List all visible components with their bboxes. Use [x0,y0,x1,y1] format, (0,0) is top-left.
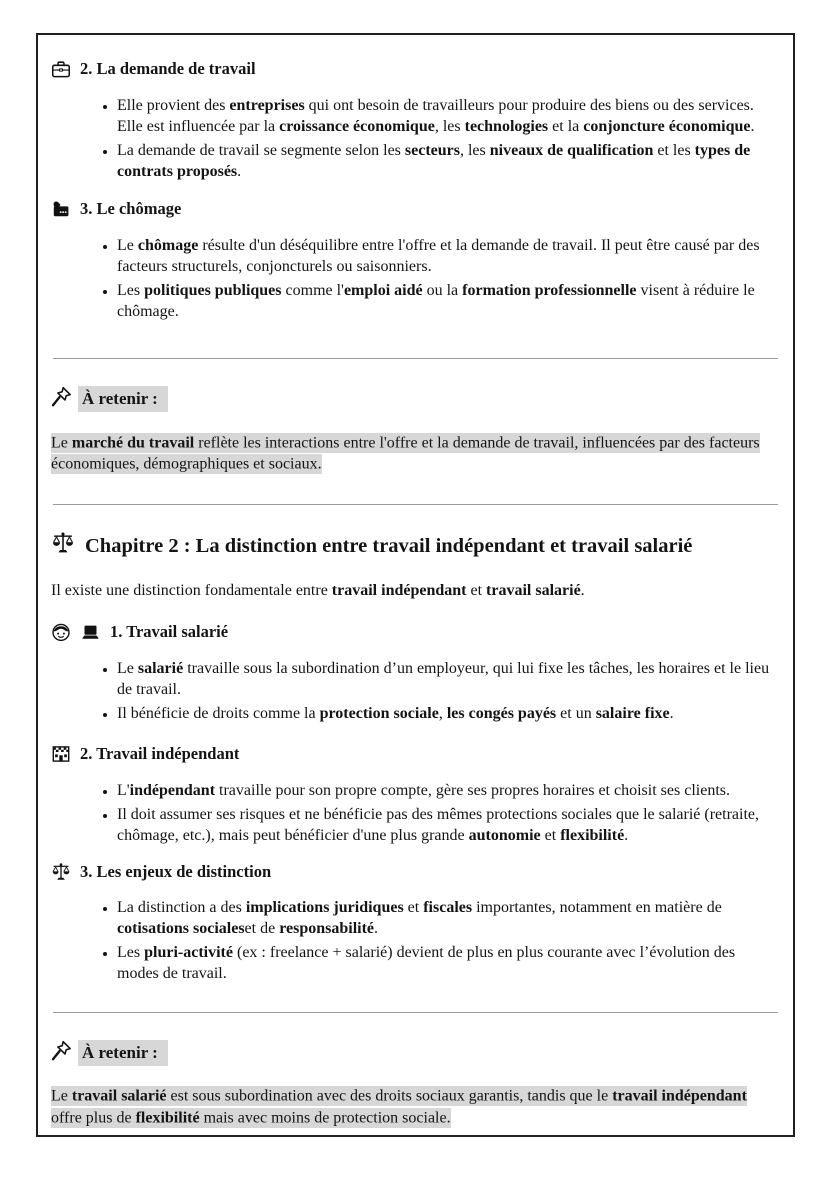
independant-bullet-list [51,780,780,846]
laptop-icon [80,622,101,642]
enjeux-bullet-list [51,897,780,984]
retenir-paragraph-2: Le travail salarié est sous subordination avec des droits sociaux garantis, tandis que le travail indépendant offre plus de flexibilité mais avec moins de protection sociale. [51,1087,747,1127]
person-face-icon [51,622,71,642]
store-icon [51,744,71,764]
chomage-bullet-list [51,235,780,322]
bullet-item: • Les pluri-activité (ex : freelance + salarié) devient de plus en plus courante avec l’évolution des modes de travail. [117,942,780,984]
horizontal-rule [53,1012,778,1013]
bullet-item: • Il doit assumer ses risques et ne bénéficie pas des mêmes protections sociales que le salarié (retraite, chômage, etc.), mais peut bénéficier d'une plus grande autonomie et flexibilité. [117,804,780,846]
retenir-label: À retenir : [78,386,168,412]
chapter-intro: Il existe une distinction fondamentale entre travail indépendant et travail salarié. [51,582,585,600]
retenir-paragraph-1: Le marché du travail reflète les interactions entre l'offre et la demande de travail, influencées par des facteurs économiques, démographiques et sociaux. [51,434,760,473]
scales-icon [51,531,75,563]
section-title: 3. Les enjeux de distinction [80,861,272,881]
section-heading-enjeux [51,862,780,883]
bullet-item: • Les politiques publiques comme l'emploi aidé ou la formation professionnelle visent à réduire le chômage. [117,280,780,322]
section-heading-salarie [51,622,780,643]
section-title: 3. Le chômage [80,199,182,219]
section-title: 2. Travail indépendant [80,743,240,763]
horizontal-rule [53,358,778,359]
chapter-title: Chapitre 2 : La distinction entre travail indépendant et travail salarié [85,534,693,557]
document-page [36,33,795,1137]
pushpin-icon [51,386,72,412]
retenir-heading-2 [51,1040,780,1066]
retenir-heading-1 [51,386,780,412]
fax-machine-icon [51,199,71,219]
salarie-bullet-list [51,658,780,724]
pushpin-icon [51,1040,72,1066]
bullet-item: • La distinction a des implications juridiques et fiscales importantes, notamment en matière de cotisations socialeset de responsabilité. [117,897,780,939]
bullet-item: • L'indépendant travaille pour son propre compte, gère ses propres horaires et choisit ses clients. [117,780,780,801]
briefcase-icon [51,60,71,79]
section-title: 1. Travail salarié [110,622,229,641]
section-heading-demande [51,59,780,80]
bullet-item: • Le salarié travaille sous la subordination d’un employeur, qui lui fixe les tâches, les horaires et le lieu de travail. [117,658,780,700]
section-heading-independant [51,744,780,765]
chapter-2-heading [51,531,780,563]
demande-bullet-list [51,95,780,182]
bullet-item: • La demande de travail se segmente selon les secteurs, les niveaux de qualification et les types de contrats proposés. [117,140,780,182]
scales-icon [51,862,71,882]
bullet-item: • Il bénéficie de droits comme la protection sociale, les congés payés et un salaire fixe. [117,703,780,724]
bullet-item: • Le chômage résulte d'un déséquilibre entre l'offre et la demande de travail. Il peut être causé par des facteurs structurels, conjoncturels ou saisonniers. [117,235,780,277]
section-heading-chomage [51,199,780,220]
bullet-item: • Elle provient des entreprises qui ont besoin de travailleurs pour produire des biens ou des services. Elle est influencée par la croissance économique, les technologies et la conjoncture économique. [117,95,780,137]
section-title: 2. La demande de travail [80,59,256,78]
retenir-label: À retenir : [78,1040,168,1066]
horizontal-rule [53,504,778,505]
